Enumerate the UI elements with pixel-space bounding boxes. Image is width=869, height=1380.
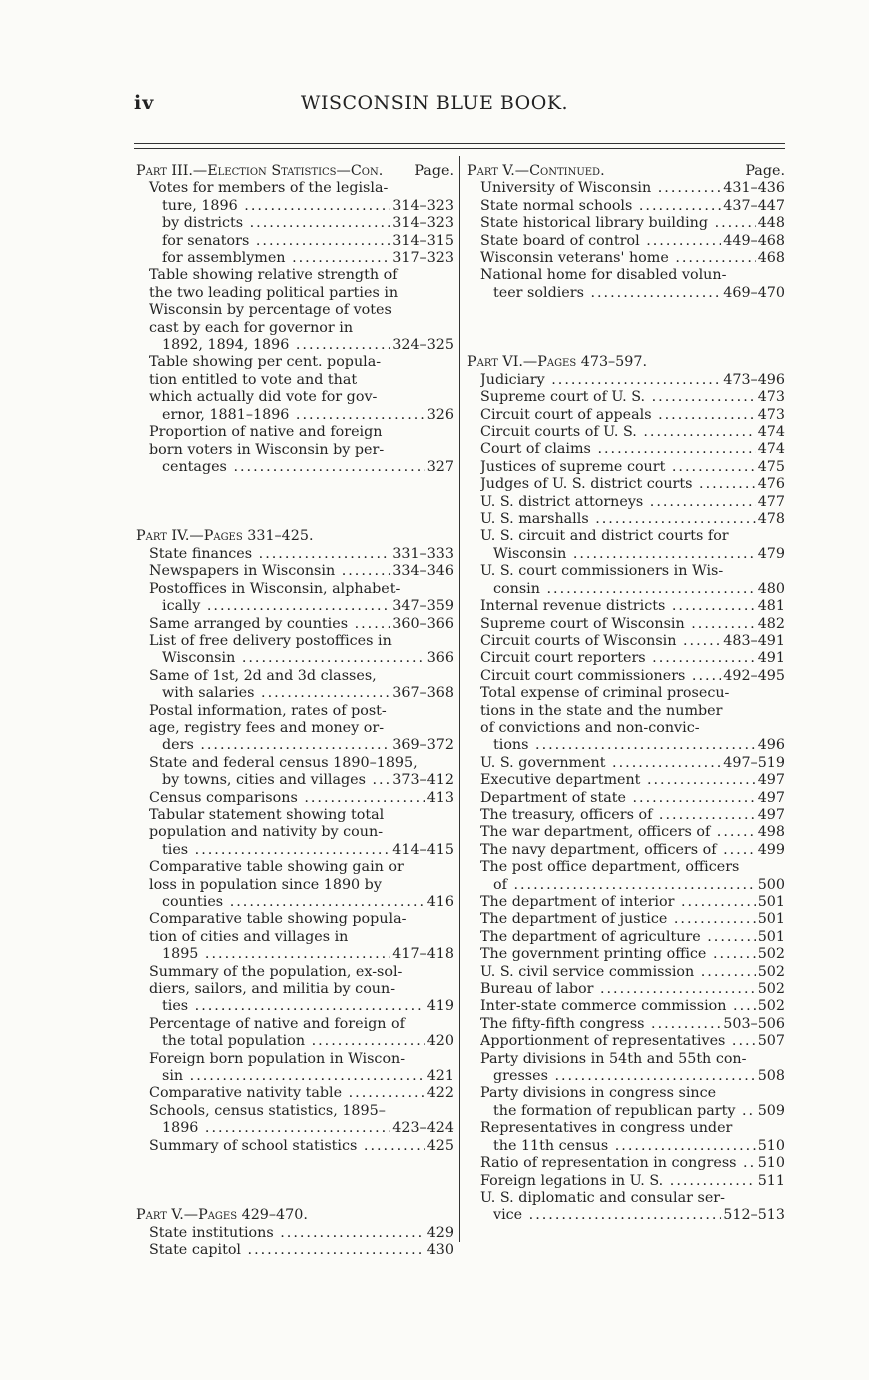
header-rule <box>134 143 785 144</box>
toc-entry <box>136 1103 454 1138</box>
toc-entry-line: Party divisions in 54th and 55th con- <box>480 1050 747 1067</box>
toc-entry-title: Ratio of representation in congress ..... <box>480 1155 756 1172</box>
toc-entry-title: State normal schools ..... <box>480 198 721 215</box>
toc-entry-line: List of free delivery postoffices in <box>149 632 392 649</box>
toc-entry <box>467 981 785 998</box>
toc-entry <box>467 476 785 493</box>
toc-entry-page: 482 <box>757 615 785 632</box>
toc-entry-page: 331–333 <box>392 545 454 562</box>
toc-entry <box>136 911 454 963</box>
toc-entry-line: tion entitled to vote and that <box>149 371 358 388</box>
toc-entry <box>467 441 785 458</box>
toc-entry-line: Representatives in congress under <box>480 1120 733 1137</box>
toc-entry-title: the formation of republican party ..... <box>493 1103 756 1120</box>
toc-entry <box>136 807 454 859</box>
toc-entry-title: State board of control ..... <box>480 233 721 250</box>
toc-entry-page: 414–415 <box>392 841 454 858</box>
toc-entry-page: 420 <box>426 1033 454 1050</box>
toc-entry-title: Wisconsin ..... <box>493 546 756 563</box>
toc-entry-title: sin ..... <box>162 1068 425 1085</box>
toc-entry-page: 430 <box>426 1242 454 1259</box>
section-spacer <box>136 1190 454 1207</box>
toc-entry-page: 334–346 <box>392 563 454 580</box>
toc-entry <box>467 424 785 441</box>
toc-entry-title: ders ..... <box>162 737 390 754</box>
toc-entry <box>467 233 785 250</box>
toc-entry <box>136 790 454 807</box>
toc-entry-page: 479 <box>757 545 785 562</box>
toc-entry-title: gresses ..... <box>493 1068 756 1085</box>
toc-entry-page: 473 <box>757 389 785 406</box>
toc-entry-line: Comparative table showing popula- <box>149 911 407 928</box>
section-spacer <box>467 302 785 319</box>
toc-entry-page: 501 <box>757 928 785 945</box>
toc-entry-line: Foreign born population in Wiscon- <box>149 1050 406 1067</box>
section-heading <box>136 163 454 180</box>
toc-entry-page: 469–470 <box>723 284 785 301</box>
toc-entry <box>467 1051 785 1086</box>
toc-entry-page: 509 <box>757 1102 785 1119</box>
toc-entry-title: counties ..... <box>162 894 425 911</box>
section-heading <box>467 354 785 371</box>
toc-entry <box>136 233 454 250</box>
toc-entry-title: U. S. civil service commission ..... <box>480 964 756 981</box>
toc-entry-page: 507 <box>757 1033 785 1050</box>
toc-entry-line: State and federal census 1890–1895, <box>149 754 418 771</box>
toc-entry-page: 475 <box>757 458 785 475</box>
toc-entry <box>136 581 454 616</box>
section-heading <box>467 163 785 180</box>
toc-entry-title: Wisconsin veterans' home ..... <box>480 250 756 267</box>
toc-entry-page: 474 <box>757 441 785 458</box>
section-heading <box>136 1207 454 1224</box>
toc-entry-page: 422 <box>426 1085 454 1102</box>
toc-entry-title: Inter-state commerce commission ..... <box>480 998 756 1015</box>
toc-entry-title: Supreme court of Wisconsin ..... <box>480 616 756 633</box>
section-heading-page-label: Page. <box>414 163 454 179</box>
toc-entry-page: 360–366 <box>392 615 454 632</box>
toc-entry-line: Postal information, rates of post- <box>149 702 387 719</box>
toc-entry-line: loss in population since 1890 by <box>149 876 382 893</box>
toc-entry-page: 327 <box>426 458 454 475</box>
toc-entry <box>136 1016 454 1051</box>
toc-entry-title: The department of interior ..... <box>480 894 756 911</box>
toc-entry-line: Table showing per cent. popula- <box>149 354 382 371</box>
toc-entry-page: 512–513 <box>723 1207 785 1224</box>
toc-entry-page: 474 <box>757 424 785 441</box>
toc-entry <box>467 859 785 894</box>
toc-entry-title: vice ..... <box>493 1207 721 1224</box>
toc-entry-title: for senators ..... <box>162 233 390 250</box>
toc-entry-title: Census comparisons ..... <box>149 790 425 807</box>
toc-entry <box>467 911 785 928</box>
toc-entry <box>136 859 454 911</box>
toc-entry-page: 511 <box>757 1172 785 1189</box>
toc-entry <box>136 1085 454 1102</box>
toc-entry <box>467 1120 785 1155</box>
section-spacer <box>136 1155 454 1172</box>
section-spacer <box>136 476 454 493</box>
toc-entry-line: Schools, census statistics, 1895– <box>149 1102 386 1119</box>
toc-entry-page: 481 <box>757 598 785 615</box>
toc-entry-page: 429 <box>426 1224 454 1241</box>
toc-entry-page: 468 <box>757 250 785 267</box>
toc-entry <box>467 685 785 755</box>
toc-entry-page: 497–519 <box>723 754 785 771</box>
toc-entry-page: 347–359 <box>392 598 454 615</box>
toc-entry-page: 497 <box>757 772 785 789</box>
toc-entry <box>467 824 785 841</box>
toc-entry-page: 508 <box>757 1068 785 1085</box>
toc-entry <box>136 668 454 703</box>
toc-entry-line: born voters in Wisconsin by per- <box>149 441 385 458</box>
toc-entry-title: Judiciary ..... <box>480 372 721 389</box>
toc-entry <box>136 354 454 424</box>
toc-entry-page: 448 <box>757 215 785 232</box>
toc-entry <box>136 1225 454 1242</box>
toc-entry <box>467 807 785 824</box>
toc-entry-line: population and nativity by coun- <box>149 824 384 841</box>
toc-entry-title: Same arranged by counties ..... <box>149 616 390 633</box>
toc-entry-line: Table showing relative strength of <box>149 267 398 284</box>
toc-entry-title: Justices of supreme court ..... <box>480 459 756 476</box>
toc-entry <box>136 1242 454 1259</box>
toc-entry <box>136 633 454 668</box>
toc-entry-title: State institutions ..... <box>149 1225 425 1242</box>
toc-entry <box>136 250 454 267</box>
toc-entry <box>467 790 785 807</box>
toc-entry <box>467 668 785 685</box>
toc-entry <box>136 546 454 563</box>
toc-entry-page: 421 <box>426 1068 454 1085</box>
toc-entry-title: State finances ..... <box>149 546 390 563</box>
toc-entry-title: Circuit courts of Wisconsin ..... <box>480 633 721 650</box>
toc-entry-title: Circuit courts of U. S. ..... <box>480 424 756 441</box>
toc-entry-line: U. S. diplomatic and consular ser- <box>480 1189 725 1206</box>
toc-entry <box>136 964 454 1016</box>
toc-entry-title: Judges of U. S. district courts ..... <box>480 476 756 493</box>
toc-entry-title: The department of agriculture ..... <box>480 929 756 946</box>
toc-entry-line: cast by each for governor in <box>149 319 354 336</box>
toc-entry-title: of ..... <box>493 877 756 894</box>
toc-entry-title: State capitol ..... <box>149 1242 425 1259</box>
toc-entry-page: 449–468 <box>723 232 785 249</box>
toc-entry-title: teer soldiers ..... <box>493 285 721 302</box>
toc-entry-page: 483–491 <box>723 632 785 649</box>
header-rule-second <box>134 148 785 149</box>
toc-entry-page: 510 <box>757 1137 785 1154</box>
toc-entry-line: Same of 1st, 2d and 3d classes, <box>149 667 377 684</box>
toc-entry-line: diers, sailors, and militia by coun- <box>149 981 396 998</box>
toc-entry-page: 477 <box>757 493 785 510</box>
toc-entry-page: 373–412 <box>392 772 454 789</box>
toc-entry <box>467 250 785 267</box>
toc-entry-page: 502 <box>757 946 785 963</box>
section-heading <box>136 528 454 545</box>
toc-entry <box>467 650 785 667</box>
toc-entry-line: of convictions and non-convic- <box>480 719 700 736</box>
toc-entry <box>467 459 785 476</box>
toc-entry <box>467 598 785 615</box>
running-title: WISCONSIN BLUE BOOK. <box>300 92 569 114</box>
toc-entry <box>467 1085 785 1120</box>
toc-entry-page: 476 <box>757 476 785 493</box>
toc-entry-title: The war department, officers of ..... <box>480 824 756 841</box>
toc-entry-title: State historical library building ..... <box>480 215 756 232</box>
section-spacer <box>136 494 454 511</box>
toc-entry-title: the 11th census ..... <box>493 1138 756 1155</box>
toc-entry <box>467 372 785 389</box>
toc-entry-title: Court of claims ..... <box>480 441 756 458</box>
toc-entry <box>467 511 785 528</box>
toc-entry-page: 499 <box>757 841 785 858</box>
toc-entry <box>467 946 785 963</box>
toc-entry-line: age, registry fees and money or- <box>149 719 385 736</box>
toc-entry <box>467 964 785 981</box>
toc-entry-title: 1896 ..... <box>162 1120 390 1137</box>
toc-entry <box>467 267 785 302</box>
toc-entry-line: U. S. circuit and district courts for <box>480 528 729 545</box>
toc-entry-page: 496 <box>757 737 785 754</box>
toc-entry-line: Party divisions in congress since <box>480 1085 717 1102</box>
toc-entry-page: 425 <box>426 1137 454 1154</box>
toc-entry-page: 314–315 <box>392 232 454 249</box>
toc-entry <box>136 616 454 633</box>
toc-entry-page: 491 <box>757 650 785 667</box>
toc-entry-title: Comparative nativity table ..... <box>149 1085 425 1102</box>
toc-entry-title: Circuit court commissioners ..... <box>480 668 721 685</box>
toc-entry-line: National home for disabled volun- <box>480 267 727 284</box>
toc-entry-page: 324–325 <box>392 337 454 354</box>
toc-entry <box>136 424 454 476</box>
section-heading-page-label: Page. <box>745 163 785 179</box>
toc-entry-line: which actually did vote for gov- <box>149 389 378 406</box>
section-spacer <box>136 1173 454 1190</box>
toc-entry-page: 314–323 <box>392 197 454 214</box>
toc-entry-title: Supreme court of U. S. ..... <box>480 389 756 406</box>
toc-entry <box>467 215 785 232</box>
section-heading-text: Part III.—Election Statistics—Con. <box>136 163 384 179</box>
toc-entry-page: 416 <box>426 894 454 911</box>
toc-entry <box>467 1173 785 1190</box>
toc-entry <box>467 1190 785 1225</box>
toc-entry-page: 497 <box>757 806 785 823</box>
toc-entry <box>136 180 454 215</box>
toc-entry-line: Summary of the population, ex-sol- <box>149 963 403 980</box>
toc-entry-title: University of Wisconsin ..... <box>480 180 721 197</box>
toc-entry-line: the two leading political parties in <box>149 284 399 301</box>
toc-entry <box>467 563 785 598</box>
toc-entry-page: 366 <box>426 650 454 667</box>
toc-entry <box>467 494 785 511</box>
toc-entry-line: Postoffices in Wisconsin, alphabet- <box>149 580 401 597</box>
toc-entry-title: 1895 ..... <box>162 946 390 963</box>
toc-entry-title: tions ..... <box>493 737 756 754</box>
section-heading-text: Part IV.—Pages 331–425. <box>136 528 314 545</box>
toc-entry <box>467 633 785 650</box>
toc-entry <box>136 267 454 354</box>
toc-entry <box>467 180 785 197</box>
toc-entry-page: 510 <box>757 1155 785 1172</box>
toc-entry <box>136 1138 454 1155</box>
toc-entry <box>467 389 785 406</box>
toc-entry-page: 492–495 <box>723 667 785 684</box>
toc-entry-page: 317–323 <box>392 250 454 267</box>
toc-entry-page: 326 <box>426 406 454 423</box>
toc-entry-page: 473–496 <box>723 371 785 388</box>
toc-entry-title: Wisconsin ..... <box>162 650 425 667</box>
column-divider <box>459 156 460 1242</box>
toc-entry-title: Bureau of labor ..... <box>480 981 756 998</box>
toc-entry-title: The department of justice ..... <box>480 911 756 928</box>
toc-entry-title: Executive department ..... <box>480 772 756 789</box>
toc-entry-title: by districts ..... <box>162 215 390 232</box>
toc-entry <box>467 1016 785 1033</box>
toc-entry-page: 480 <box>757 580 785 597</box>
toc-entry <box>467 929 785 946</box>
toc-entry-title: The treasury, officers of ..... <box>480 807 756 824</box>
toc-entry-line: tions in the state and the number <box>480 702 723 719</box>
toc-entry-title: by towns, cities and villages ..... <box>162 772 390 789</box>
toc-entry-title: Summary of school statistics ..... <box>149 1138 425 1155</box>
toc-entry-title: Internal revenue districts ..... <box>480 598 756 615</box>
toc-entry <box>467 894 785 911</box>
toc-entry-page: 431–436 <box>723 180 785 197</box>
section-heading-text: Part VI.—Pages 473–597. <box>467 354 648 371</box>
toc-entry-page: 367–368 <box>392 685 454 702</box>
toc-entry-title: with salaries ..... <box>162 685 390 702</box>
toc-entry <box>136 755 454 790</box>
toc-entry <box>136 563 454 580</box>
section-heading-text: Part V.—Continued. <box>467 163 605 179</box>
toc-entry-title: centages ..... <box>162 459 425 476</box>
toc-entry-line: Total expense of criminal prosecu- <box>480 685 730 702</box>
toc-entry-line: Proportion of native and foreign <box>149 424 383 441</box>
toc-entry-title: The fifty-fifth congress ..... <box>480 1016 721 1033</box>
toc-entry-page: 503–506 <box>723 1015 785 1032</box>
toc-entry-title: Circuit court reporters ..... <box>480 650 756 667</box>
toc-entry-line: Wisconsin by percentage of votes <box>149 302 392 319</box>
toc-entry-title: U. S. district attorneys ..... <box>480 494 756 511</box>
toc-entry <box>467 616 785 633</box>
toc-entry-page: 497 <box>757 789 785 806</box>
toc-entry-line: Comparative table showing gain or <box>149 859 404 876</box>
section-spacer <box>467 337 785 354</box>
toc-entry <box>467 407 785 424</box>
toc-entry-title: The government printing office ..... <box>480 946 756 963</box>
toc-entry-page: 419 <box>426 998 454 1015</box>
toc-entry-page: 423–424 <box>392 1120 454 1137</box>
toc-entry <box>467 755 785 772</box>
toc-entry <box>467 772 785 789</box>
toc-entry-page: 501 <box>757 911 785 928</box>
toc-entry <box>467 198 785 215</box>
toc-entry-title: Foreign legations in U. S. ..... <box>480 1173 756 1190</box>
toc-entry <box>467 842 785 859</box>
section-spacer <box>136 511 454 528</box>
toc-entry <box>136 1051 454 1086</box>
toc-entry-title: the total population ..... <box>162 1033 425 1050</box>
toc-entry-title: U. S. government ..... <box>480 755 721 772</box>
toc-entry-page: 413 <box>426 789 454 806</box>
toc-entry-line: tion of cities and villages in <box>149 928 349 945</box>
toc-entry-title: Newspapers in Wisconsin ..... <box>149 563 390 580</box>
toc-entry-page: 417–418 <box>392 946 454 963</box>
toc-entry-title: for assemblymen ..... <box>162 250 390 267</box>
toc-entry-page: 502 <box>757 981 785 998</box>
toc-entry-title: ically ..... <box>162 598 390 615</box>
toc-entry-title: Circuit court of appeals ..... <box>480 407 756 424</box>
toc-entry-page: 473 <box>757 406 785 423</box>
toc-entry-line: Votes for members of the legisla- <box>149 180 389 197</box>
toc-entry <box>467 528 785 563</box>
toc-entry-title: Department of state ..... <box>480 790 756 807</box>
toc-entry-page: 501 <box>757 894 785 911</box>
right-column <box>467 163 785 1225</box>
toc-entry-line: U. S. court commissioners in Wis- <box>480 563 724 580</box>
toc-entry-page: 314–323 <box>392 215 454 232</box>
toc-entry-title: Apportionment of representatives ..... <box>480 1033 756 1050</box>
toc-entry-line: Tabular statement showing total <box>149 806 385 823</box>
toc-entry-title: consin ..... <box>493 581 756 598</box>
toc-entry-line: The post office department, officers <box>480 859 740 876</box>
toc-entry-title: ties ..... <box>162 842 390 859</box>
toc-entry-title: ties ..... <box>162 998 425 1015</box>
toc-entry <box>467 1155 785 1172</box>
page-number: iv <box>134 92 155 114</box>
toc-entry-page: 500 <box>757 876 785 893</box>
section-spacer <box>467 320 785 337</box>
toc-entry-page: 502 <box>757 963 785 980</box>
toc-entry-title: The navy department, officers of ..... <box>480 842 756 859</box>
toc-entry-title: 1892, 1894, 1896 ..... <box>162 337 390 354</box>
toc-entry <box>136 215 454 232</box>
left-column <box>136 163 454 1260</box>
toc-entry-title: ernor, 1881–1896 ..... <box>162 407 425 424</box>
toc-entry-title: U. S. marshalls ..... <box>480 511 756 528</box>
toc-entry-page: 369–372 <box>392 737 454 754</box>
toc-entry <box>467 1033 785 1050</box>
toc-entry-page: 437–447 <box>723 197 785 214</box>
toc-entry-line: Percentage of native and foreign of <box>149 1015 405 1032</box>
toc-entry-page: 498 <box>757 824 785 841</box>
toc-entry <box>467 998 785 1015</box>
section-heading-text: Part V.—Pages 429–470. <box>136 1207 308 1224</box>
toc-entry-page: 502 <box>757 998 785 1015</box>
toc-entry-title: ture, 1896 ..... <box>162 198 390 215</box>
toc-entry <box>136 703 454 755</box>
toc-entry-page: 478 <box>757 511 785 528</box>
